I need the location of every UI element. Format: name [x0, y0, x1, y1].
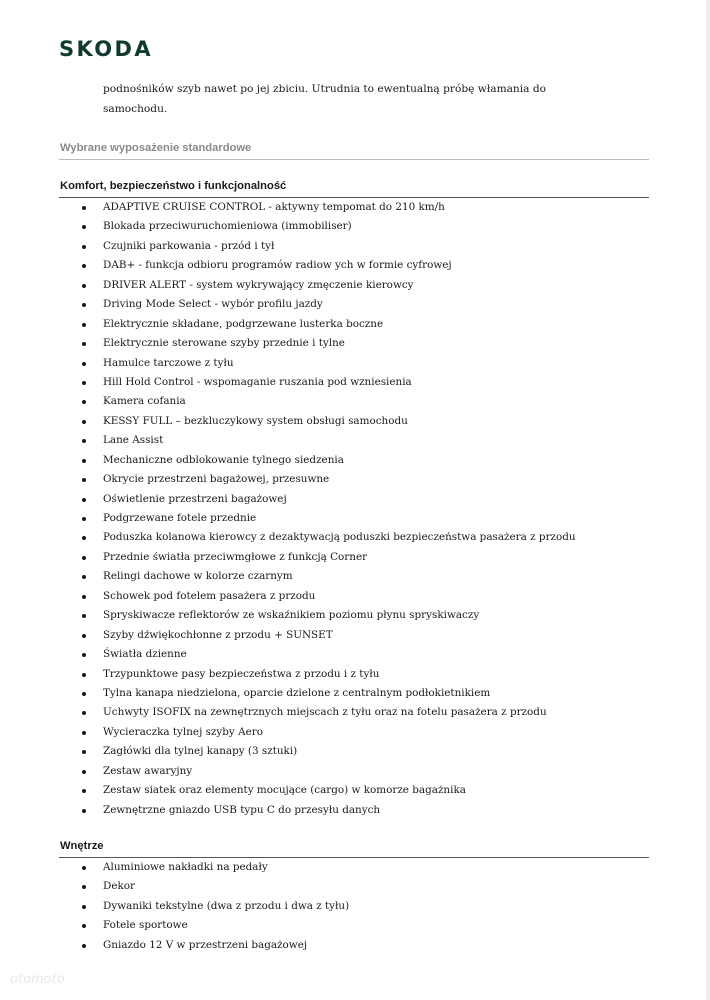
list-item-text: Schowek pod fotelem pasażera z przodu — [103, 589, 316, 602]
bullet-icon — [82, 575, 86, 579]
section-heading-comfort: Komfort, bezpieczeństwo i funkcjonalność — [59, 179, 649, 198]
list-item-text: Uchwyty ISOFIX na zewnętrznych miejscach z tyłu oraz na fotelu pasażera z przodu — [103, 706, 547, 719]
bullet-icon — [82, 381, 86, 385]
list-item — [59, 431, 649, 450]
bullet-icon — [82, 206, 86, 210]
list-item-text: KESSY FULL – bezkluczykowy system obsługi samochodu — [103, 414, 408, 427]
list-item — [59, 334, 649, 353]
list-item — [59, 412, 649, 431]
list-item-text: Zestaw awaryjny — [103, 764, 193, 777]
list-item — [59, 490, 649, 509]
list-item — [59, 470, 649, 489]
list-item-text: Gniazdo 12 V w przestrzeni bagażowej — [103, 938, 308, 951]
list-item-text: Dywaniki tekstylne (dwa z przodu i dwa z tyłu) — [103, 899, 350, 912]
watermark-logo: otomoto — [10, 972, 65, 987]
list-item — [59, 877, 649, 896]
list-item-text: DRIVER ALERT - system wykrywający zmęczenie kierowcy — [103, 278, 414, 291]
list-item-text: Trzypunktowe pasy bezpieczeństwa z przodu i z tyłu — [103, 667, 380, 680]
list-item — [59, 373, 649, 392]
list-item-text: Kamera cofania — [103, 395, 186, 408]
list-item-text: Blokada przeciwuruchomieniowa (immobiliser) — [103, 220, 352, 233]
list-item — [59, 665, 649, 684]
bullet-icon — [82, 866, 86, 870]
bullet-icon — [82, 517, 86, 521]
standard-equipment-header — [59, 141, 649, 160]
list-item — [59, 451, 649, 470]
list-item — [59, 606, 649, 625]
bullet-icon — [82, 731, 86, 735]
intro-line: podnośników szyb nawet po jej zbiciu. Utrudnia to ewentualną próbę włamania do — [103, 83, 546, 95]
list-item-text: Zagłówki dla tylnej kanapy (3 sztuki) — [103, 745, 298, 758]
list-item — [59, 781, 649, 800]
list-item — [59, 742, 649, 761]
list-item-text: Dekor — [103, 880, 135, 893]
list-item — [59, 916, 649, 935]
list-item — [59, 198, 649, 217]
list-item-text: Czujniki parkowania - przód i tył — [103, 239, 275, 252]
list-item-text: DAB+ - funkcja odbioru programów radiow ych w formie cyfrowej — [103, 259, 452, 272]
list-item-text: Relingi dachowe w kolorze czarnym — [103, 570, 293, 583]
list-item — [59, 392, 649, 411]
list-item — [59, 528, 649, 547]
bullet-icon — [82, 478, 86, 482]
list-item — [59, 801, 649, 820]
bullet-icon — [82, 323, 86, 327]
list-item-text: Oświetlenie przestrzeni bagażowej — [103, 492, 287, 505]
bullet-icon — [82, 556, 86, 560]
list-item — [59, 936, 649, 955]
bullet-icon — [82, 420, 86, 424]
list-item — [59, 237, 649, 256]
bullet-icon — [82, 750, 86, 754]
bullet-icon — [82, 770, 86, 774]
bullet-icon — [82, 809, 86, 813]
section-heading-interior: Wnętrze — [59, 839, 649, 858]
intro-text — [103, 80, 623, 119]
comfort-items-list — [59, 198, 649, 820]
bullet-icon — [82, 905, 86, 909]
list-item-text: Tylna kanapa niedzielona, oparcie dzielone z centralnym podłokietnikiem — [103, 686, 491, 699]
list-item — [59, 295, 649, 314]
list-item — [59, 703, 649, 722]
interior-items-list — [59, 858, 649, 955]
skoda-logo: SKODA — [59, 37, 153, 61]
bullet-icon — [82, 634, 86, 638]
list-item-text: Zestaw siatek oraz elementy mocujące (cargo) w komorze bagażnika — [103, 784, 466, 797]
list-item — [59, 645, 649, 664]
bullet-icon — [82, 245, 86, 249]
bullet-icon — [82, 459, 86, 463]
list-item-text: Mechaniczne odblokowanie tylnego siedzenia — [103, 453, 344, 466]
list-item — [59, 567, 649, 586]
list-item — [59, 217, 649, 236]
list-item-text: Elektrycznie sterowane szyby przednie i tylne — [103, 337, 345, 350]
page-edge — [706, 0, 710, 1000]
bullet-icon — [82, 673, 86, 677]
list-item-text: Hamulce tarczowe z tyłu — [103, 356, 234, 369]
list-item — [59, 858, 649, 877]
bullet-icon — [82, 498, 86, 502]
list-item-text: Wycieraczka tylnej szyby Aero — [103, 725, 263, 738]
list-item — [59, 354, 649, 373]
bullet-icon — [82, 264, 86, 268]
intro-line: samochodu. — [103, 102, 168, 115]
list-item-text: Szyby dźwiękochłonne z przodu + SUNSET — [103, 628, 333, 641]
list-item — [59, 723, 649, 742]
list-item-text: Okrycie przestrzeni bagażowej, przesuwne — [103, 473, 330, 486]
list-item — [59, 684, 649, 703]
list-item-text: Elektrycznie składane, podgrzewane lusterka boczne — [103, 317, 384, 330]
bullet-icon — [82, 789, 86, 793]
list-item-text: Aluminiowe nakładki na pedały — [103, 861, 268, 873]
bullet-icon — [82, 536, 86, 540]
list-item — [59, 587, 649, 606]
bullet-icon — [82, 924, 86, 928]
bullet-icon — [82, 692, 86, 696]
list-item-text: Podgrzewane fotele przednie — [103, 512, 257, 524]
list-item — [59, 256, 649, 275]
bullet-icon — [82, 595, 86, 599]
section-comfort-safety — [59, 179, 649, 820]
bullet-icon — [82, 225, 86, 229]
bullet-icon — [82, 653, 86, 657]
list-item-text: Światła dzienne — [103, 648, 187, 661]
list-item — [59, 548, 649, 567]
list-item-text: Hill Hold Control - wspomaganie ruszania pod wzniesienia — [103, 375, 412, 388]
bullet-icon — [82, 303, 86, 307]
list-item — [59, 762, 649, 781]
section-interior — [59, 839, 649, 955]
list-item-text: Driving Mode Select - wybór profilu jazdy — [103, 298, 323, 311]
list-item-text: Przednie światła przeciwmgłowe z funkcją Corner — [103, 550, 368, 563]
list-item-text: Poduszka kolanowa kierowcy z dezaktywacją poduszki bezpieczeństwa pasażera z przodu — [103, 531, 576, 544]
bullet-icon — [82, 614, 86, 618]
list-item — [59, 509, 649, 528]
bullet-icon — [82, 885, 86, 889]
bullet-icon — [82, 944, 86, 948]
bullet-icon — [82, 439, 86, 443]
list-item — [59, 315, 649, 334]
list-item-text: Spryskiwacze reflektorów ze wskaźnikiem poziomu płynu spryskiwaczy — [103, 609, 480, 622]
list-item — [59, 626, 649, 645]
list-item — [59, 897, 649, 916]
list-item-text: Fotele sportowe — [103, 919, 188, 932]
list-item — [59, 276, 649, 295]
bullet-icon — [82, 342, 86, 346]
list-item-text: Lane Assist — [103, 434, 164, 447]
bullet-icon — [82, 284, 86, 288]
list-item-text: ADAPTIVE CRUISE CONTROL - aktywny tempomat do 210 km/h — [103, 201, 445, 213]
list-item-text: Zewnętrzne gniazdo USB typu C do przesyłu danych — [103, 803, 381, 816]
bullet-icon — [82, 400, 86, 404]
standard-equipment-heading: Wybrane wyposażenie standardowe — [59, 141, 649, 160]
bullet-icon — [82, 362, 86, 366]
bullet-icon — [82, 711, 86, 715]
